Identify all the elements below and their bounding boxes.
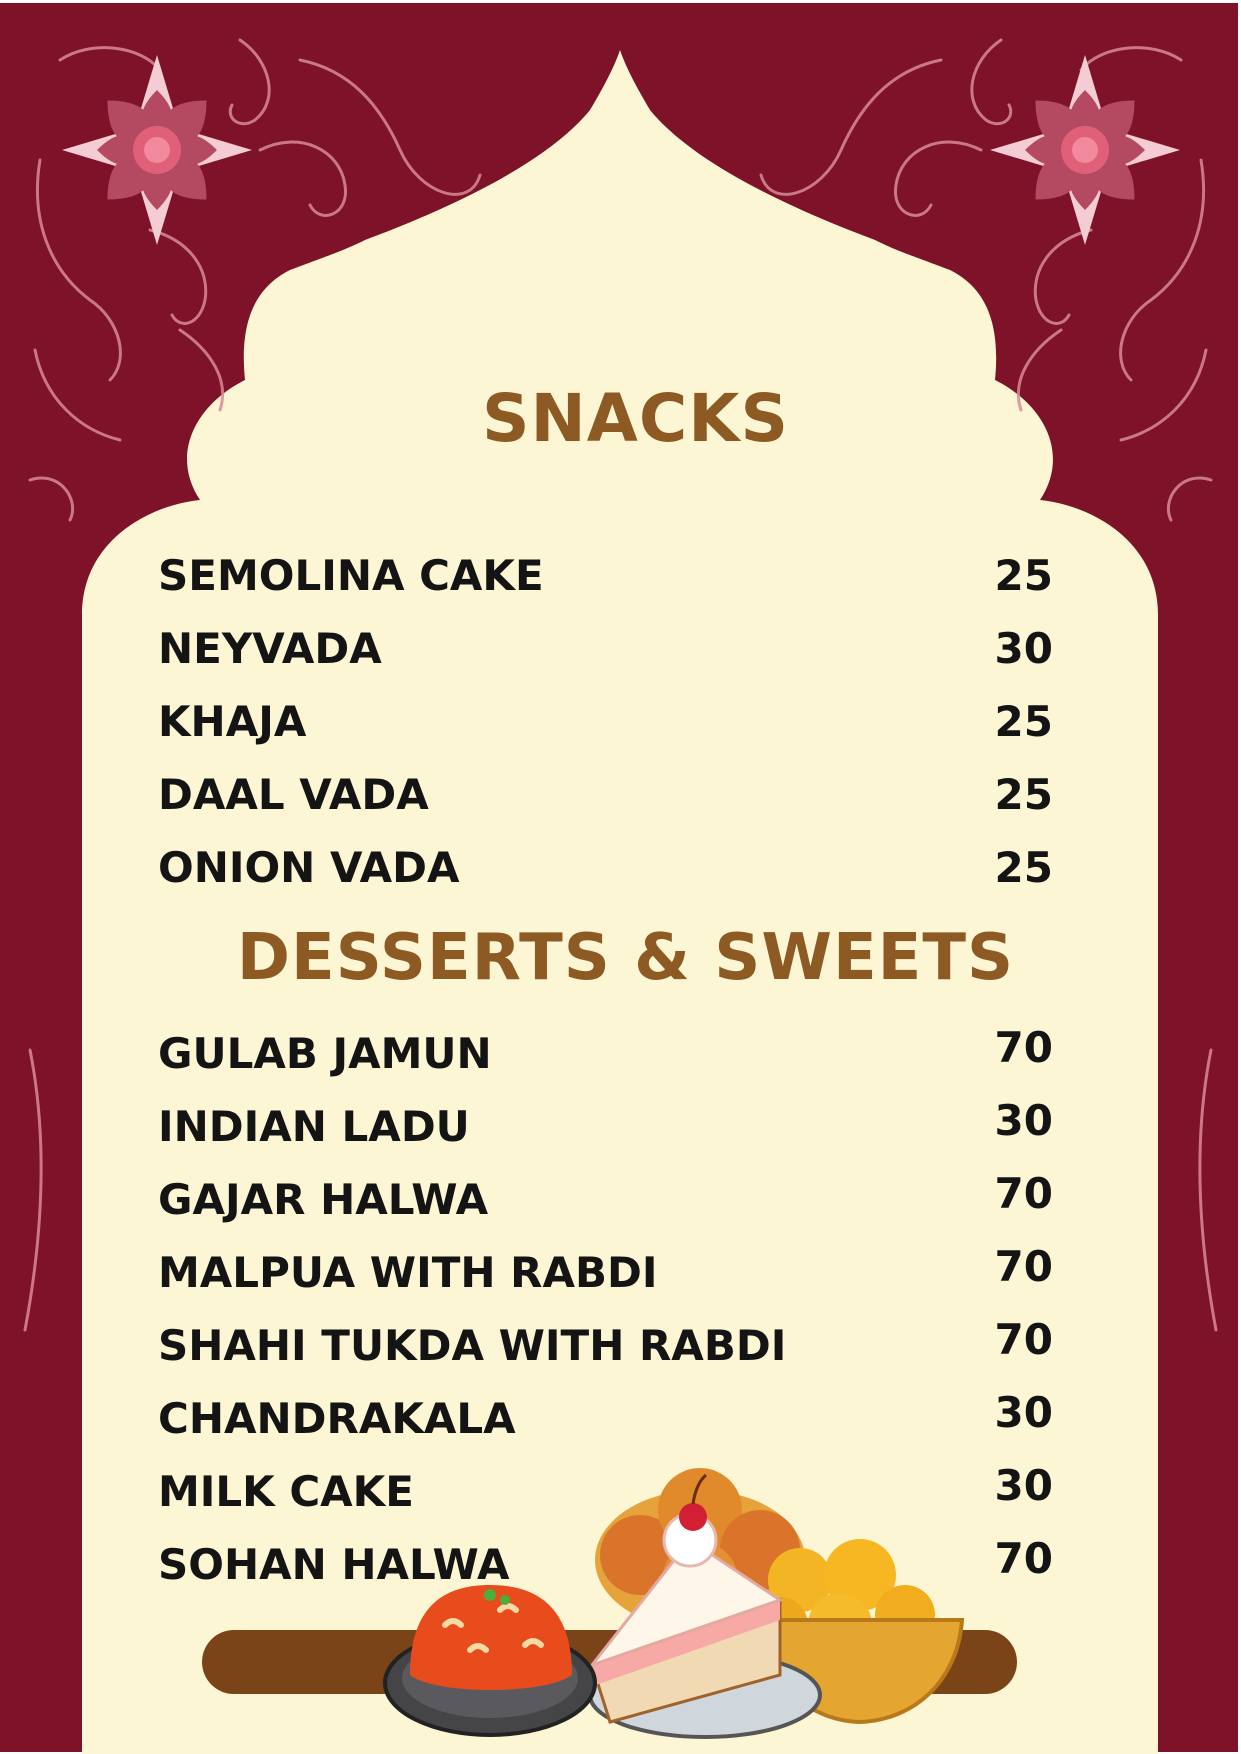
item-price: 25 — [994, 843, 1053, 892]
item-name: MALPUA WITH RABDI — [158, 1248, 658, 1297]
item-name: MILK CAKE — [158, 1467, 414, 1516]
list-item — [158, 552, 1053, 625]
item-name: ONION VADA — [158, 843, 460, 892]
item-price: 70 — [994, 1023, 1053, 1072]
item-price: 70 — [994, 1534, 1053, 1583]
item-name: DAAL VADA — [158, 770, 429, 819]
list-item — [158, 771, 1053, 844]
item-name: GAJAR HALWA — [158, 1175, 489, 1224]
list-item — [158, 1096, 1053, 1176]
item-name: GULAB JAMUN — [158, 1029, 492, 1078]
item-price: 25 — [994, 697, 1053, 746]
list-item — [158, 1242, 1053, 1322]
snacks-list — [158, 552, 1053, 917]
list-item — [158, 625, 1053, 698]
list-item — [158, 1023, 1053, 1103]
item-name: INDIAN LADU — [158, 1102, 470, 1151]
list-item — [158, 1169, 1053, 1249]
item-name: SHAHI TUKDA WITH RABDI — [158, 1321, 787, 1370]
item-name: NEYVADA — [158, 624, 382, 673]
list-item — [158, 1388, 1053, 1468]
section-title-snacks: SNACKS — [482, 380, 789, 457]
desserts-list — [158, 1023, 1053, 1614]
item-price: 30 — [994, 1388, 1053, 1437]
list-item — [158, 1315, 1053, 1395]
item-price: 70 — [994, 1169, 1053, 1218]
list-item — [158, 1461, 1053, 1541]
item-price: 30 — [994, 1096, 1053, 1145]
section-title-desserts: DESSERTS & SWEETS — [236, 921, 1015, 995]
list-item — [158, 1534, 1053, 1614]
item-name: KHAJA — [158, 697, 307, 746]
item-price: 25 — [994, 770, 1053, 819]
item-price: 30 — [994, 1461, 1053, 1510]
item-name: CHANDRAKALA — [158, 1394, 516, 1443]
item-price: 25 — [994, 551, 1053, 600]
item-name: SOHAN HALWA — [158, 1540, 510, 1589]
list-item — [158, 844, 1053, 917]
item-price: 70 — [994, 1242, 1053, 1291]
item-price: 30 — [994, 624, 1053, 673]
item-price: 70 — [994, 1315, 1053, 1364]
list-item — [158, 698, 1053, 771]
item-name: SEMOLINA CAKE — [158, 551, 544, 600]
